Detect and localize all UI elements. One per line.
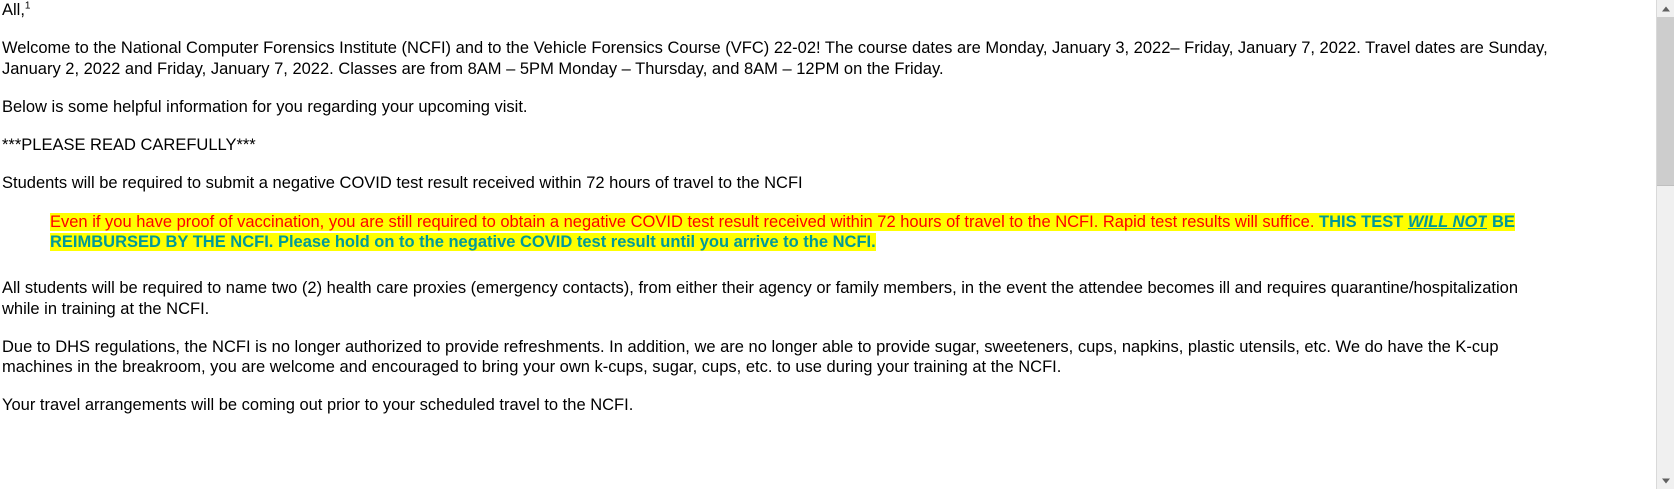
scrollbar-thumb[interactable] [1657, 17, 1674, 185]
salutation-paragraph [2, 0, 1548, 20]
health-care-proxies-paragraph: All students will be required to name two (2) health care proxies (emergency contacts), from either their agency or family members, in the event the attendee becomes ill and requires quarantine/hospitalization while in training at the NCFI. [2, 279, 1519, 318]
scroll-up-arrow-icon[interactable] [1657, 0, 1674, 17]
footnote-marker: 1 [24, 0, 31, 12]
highlight-teal-text-1: THIS TEST [1319, 212, 1408, 231]
helpful-info-paragraph: Below is some helpful information for you regarding your upcoming visit. [2, 97, 528, 116]
scrollbar-track-mark [1657, 185, 1674, 186]
highlight-teal-italic-text: WILL NOT [1407, 212, 1488, 231]
dhs-refreshments-paragraph: Due to DHS regulations, the NCFI is no longer authorized to provide refreshments. In addition, we are no longer able to provide sugar, sweeteners, cups, napkins, plastic utensils, etc. We do have the K-cup machines in the breakroom, you are welcome and encouraged to bring your own k-cups, sugar, cups, etc. to use during your training at the NCFI. [2, 337, 1499, 377]
travel-arrangements-paragraph: Your travel arrangements will be coming out prior to your scheduled travel to the NCFI. [2, 396, 634, 415]
highlight-red-text: Even if you have proof of vaccination, you are still required to obtain a negative COVID test result received within 72 hours of travel to the NCFI. Rapid test results will suffice. [50, 212, 1319, 231]
salutation-text: All, [2, 1, 25, 19]
highlighted-covid-notice [50, 212, 1548, 253]
chevron-up-icon [1662, 6, 1670, 11]
chevron-down-icon [1662, 478, 1670, 483]
welcome-paragraph: Welcome to the National Computer Forensics Institute (NCFI) and to the Vehicle Forensics Course (VFC) 22-02! The course dates are Monday, January 3, 2022– Friday, January 7, 2022. Travel dates are Sunday, January 2, 2022 and Friday, January 7, 2022. Classes are from 8AM – 5PM Monday – Thursday, and 8AM – 12PM on the Friday. [2, 39, 1548, 78]
vertical-scrollbar[interactable] [1656, 0, 1674, 489]
highlight-teal-text-2: BE REIMBURSED BY THE NCFI. Please hold on to the negative COVID test result until you arrive to the NCFI. [50, 212, 1515, 251]
covid-test-requirement-paragraph: Students will be required to submit a negative COVID test result received within 72 hours of travel to the NCFI [2, 174, 803, 193]
read-carefully-paragraph: ***PLEASE READ CAREFULLY*** [2, 136, 256, 155]
scroll-down-arrow-icon[interactable] [1657, 472, 1674, 489]
